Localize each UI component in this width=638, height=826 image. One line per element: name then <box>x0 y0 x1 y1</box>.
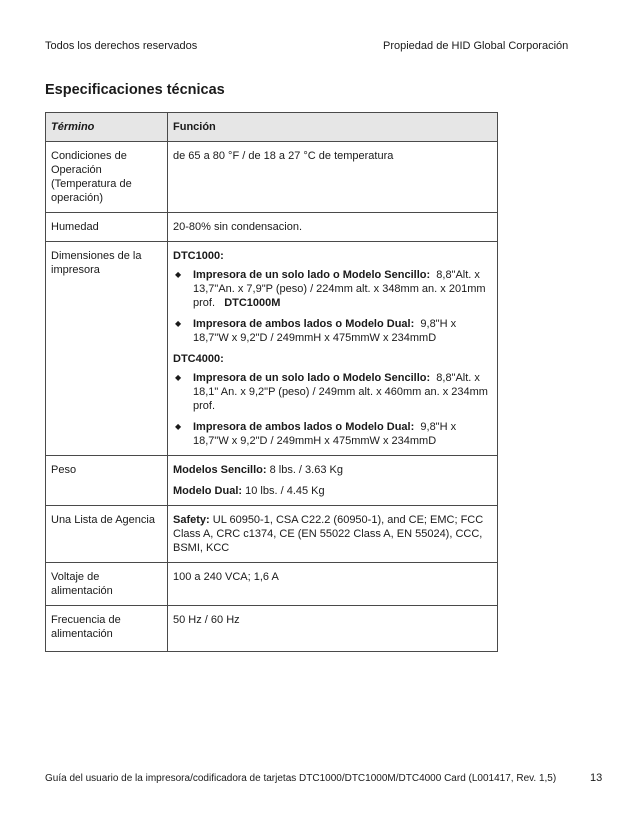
table-row <box>46 242 498 456</box>
value-cell: Safety: UL 60950-1, CSA C22.2 (60950-1), and CE; EMC; FCC Class A, CRC c1374, CE (EN 55022 Class A, EN 55024), CCC, BSMI, KCC <box>168 506 498 563</box>
dtc1000-list <box>173 268 492 345</box>
table-row <box>46 213 498 242</box>
table-row <box>46 456 498 506</box>
value-cell <box>168 456 498 506</box>
value-cell: 20-80% sin condensacion. <box>168 213 498 242</box>
header-owner: Propiedad de HID Global Corporación <box>383 40 569 52</box>
page-number: 13 <box>590 772 603 784</box>
value-cell: 50 Hz / 60 Hz <box>168 606 498 652</box>
list-item: ◆ Impresora de ambos lados o Modelo Dual: 9,8"H x 18,7"W x 9,2"D / 249mmH x 475mmW x 234mmD <box>175 318 457 344</box>
term-cell: Voltaje de alimentación <box>46 563 168 606</box>
column-header-term: Término <box>46 113 168 142</box>
diamond-bullet-icon: ◆ <box>175 422 182 431</box>
weight-dual: Modelo Dual: 10 lbs. / 4.45 Kg <box>173 485 325 497</box>
list-item: ◆ Impresora de un solo lado o Modelo Sencillo: 8,8"Alt. x 18,1" An. x 9,2"P (peso) / 249mm alt. x 460mm an. x 234mm prof. <box>175 372 488 412</box>
weight-single: Modelos Sencillo: 8 lbs. / 3.63 Kg <box>173 464 343 476</box>
specs-table <box>45 112 498 652</box>
term-cell: Dimensiones de la impresora <box>46 242 168 456</box>
value-cell <box>168 242 498 456</box>
footer-text: Guía del usuario de la impresora/codificadora de tarjetas DTC1000/DTC1000M/DTC4000 Card (L001417, Rev. 1,5) <box>45 773 557 784</box>
term-cell: Peso <box>46 456 168 506</box>
diamond-bullet-icon: ◆ <box>175 270 182 279</box>
value-cell: 100 a 240 VCA; 1,6 A <box>168 563 498 606</box>
table-row <box>46 142 498 213</box>
term-cell: Condiciones de Operación (Temperatura de operación) <box>46 142 168 213</box>
value-cell: de 65 a 80 °F / de 18 a 27 °C de temperatura <box>168 142 498 213</box>
list-item: ◆ Impresora de ambos lados o Modelo Dual: 9,8"H x 18,7"W x 9,2"D / 249mmH x 475mmW x 234mmD <box>175 421 457 447</box>
table-header-row <box>46 113 498 142</box>
table-row <box>46 563 498 606</box>
dtc4000-heading: DTC4000: <box>173 353 224 365</box>
table-row <box>46 506 498 563</box>
table-row <box>46 606 498 652</box>
term-cell: Humedad <box>46 213 168 242</box>
page-title: Especificaciones técnicas <box>45 82 225 98</box>
dtc1000-heading: DTC1000: <box>173 250 224 262</box>
dtc4000-list <box>173 371 492 448</box>
term-cell: Frecuencia de alimentación <box>46 606 168 652</box>
diamond-bullet-icon: ◆ <box>175 373 182 382</box>
header-rights: Todos los derechos reservados <box>45 40 198 52</box>
column-header-function: Función <box>168 113 498 142</box>
term-cell: Una Lista de Agencia <box>46 506 168 563</box>
diamond-bullet-icon: ◆ <box>175 319 182 328</box>
list-item: ◆ Impresora de un solo lado o Modelo Sencillo: 8,8"Alt. x 13,7"An. x 7,9"P (peso) / 224mm alt. x 348mm an. x 201mm prof. DTC1000M <box>175 269 486 309</box>
